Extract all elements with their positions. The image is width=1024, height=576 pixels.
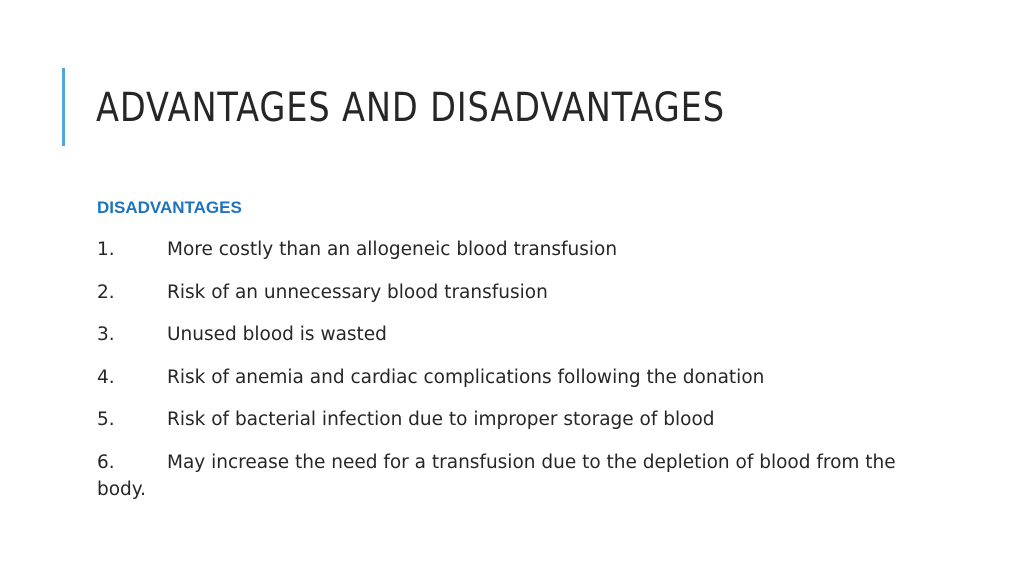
list-item — [97, 406, 897, 434]
list-item-number: 6. — [97, 451, 115, 473]
list-item-text: Risk of bacterial infection due to improper storage of blood — [167, 409, 715, 430]
disadvantages-list — [97, 236, 897, 519]
list-item-number: 3. — [97, 324, 115, 345]
list-item — [97, 449, 897, 504]
list-item-text: More costly than an allogeneic blood transfusion — [167, 239, 618, 260]
list-item-text: May increase the need for a transfusion due to the depletion of blood from the body. — [97, 451, 896, 500]
list-item — [97, 279, 897, 307]
list-item-number: 2. — [97, 281, 115, 303]
list-item-number: 1. — [97, 239, 115, 260]
list-item-number: 4. — [97, 366, 115, 388]
list-item — [97, 236, 897, 264]
list-item-text: Risk of an unnecessary blood transfusion — [167, 281, 548, 303]
list-item — [97, 364, 897, 392]
title-accent-bar — [62, 68, 65, 146]
list-item-text: Unused blood is wasted — [167, 324, 387, 345]
slide-title: ADVANTAGES AND DISADVANTAGES — [96, 85, 725, 131]
section-subheading: DISADVANTAGES — [97, 198, 242, 217]
list-item — [97, 321, 897, 349]
list-item-text: Risk of anemia and cardiac complications following the donation — [167, 366, 765, 388]
list-item-number: 5. — [97, 409, 115, 430]
